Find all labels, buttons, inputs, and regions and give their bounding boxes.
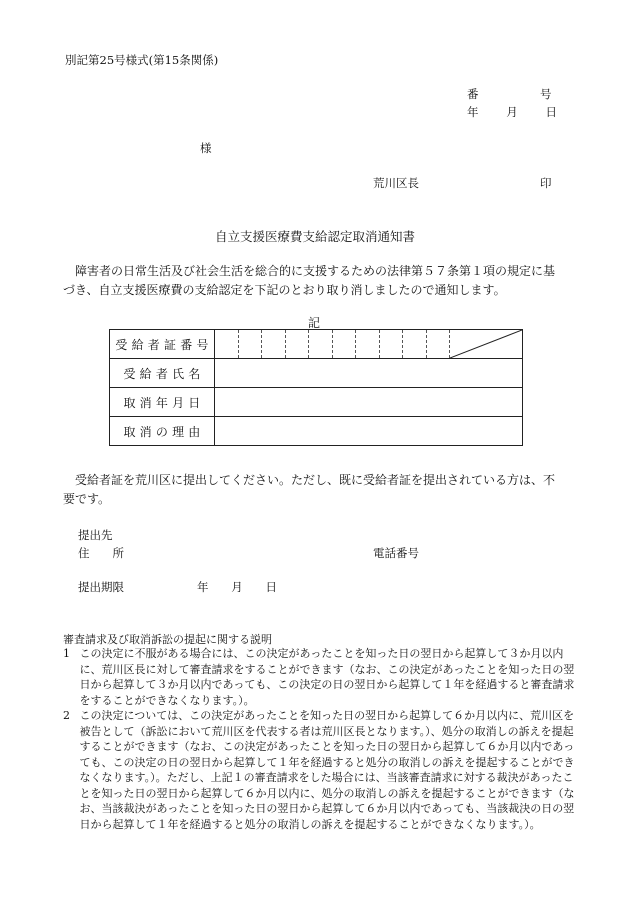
issue-date-month: 月: [506, 105, 518, 119]
ki-heading: 記: [308, 316, 321, 330]
certificate-number-cells: [215, 330, 523, 359]
address-label: 住 所: [78, 546, 124, 560]
table-row-label: 受給者証番号: [110, 330, 215, 359]
table-row: [110, 417, 523, 446]
issuer-name: 荒川区長: [373, 176, 419, 190]
intro-paragraph: 障害者の日常生活及び社会生活を総合的に支援するための法律第５７条第１項の規定に基づき、自立支援医療費の支給認定を下記のとおり取り消しましたので通知します。: [63, 264, 556, 297]
deadline-label: 提出期限: [78, 580, 124, 594]
document-title: 自立支援医療費支給認定取消通知書: [214, 229, 415, 244]
form-reference: 別記第25号様式(第15条関係): [65, 53, 219, 67]
table-row-label: 取消の理由: [110, 417, 215, 446]
number-suffix: 号: [540, 87, 552, 101]
note-text: この決定に不服がある場合には、この決定があったことを知った日の翌日から起算して３か月以内に、荒川区長に対して審査請求をすることができます（なお、この決定があったことを知った日の翌日から起算して３か月以内であっても、この決定の日の翌日から起算して１年を経過すると審査請求をすることができなくなります。）。: [79, 647, 575, 707]
note-number: 2: [63, 709, 70, 722]
digit-box: [215, 330, 239, 358]
note-number: 1: [63, 647, 70, 660]
phone-label: 電話番号: [373, 546, 419, 560]
deadline-date: [197, 579, 277, 595]
table-cell: [215, 388, 523, 417]
digit-box: [403, 330, 427, 358]
table-row-label: 取消年月日: [110, 388, 215, 417]
digit-box: [380, 330, 404, 358]
table-row: [110, 359, 523, 388]
note-text: この決定については、この決定があったことを知った日の翌日から起算して６か月以内に、荒川区を被告として（訴訟において荒川区を代表する者は荒川区長となります。）、処分の取消しの訴えを提起することができます（なお、この決定があったことを知った日の翌日から起算して６か月以内であっても、この決定の日の翌日から起算して１年を経過すると処分の取消しの訴えを提起することができなくなります。）。ただし、上記１の審査請求をした場合には、当該審査請求に対する裁決があったことを知った日の翌日から起算して６か月以内に、処分の取消しの訴えを提起することができます（なお、当該裁決があったことを知った日の翌日から起算して６か月以内であっても、当該裁決の日の翌日から起算して１年を経過すると処分の取消しの訴えを提起することができなくなります。）。: [79, 709, 575, 831]
certificate-table: [109, 329, 523, 446]
seal-mark: 印: [540, 176, 552, 190]
instruction-paragraph: 受給者証を荒川区に提出してください。ただし、既に受給者証を提出されている方は、不要です。: [63, 473, 556, 506]
digit-box: [309, 330, 333, 358]
digit-box: [333, 330, 357, 358]
issue-date-year: 年: [467, 105, 479, 119]
table-row-label: 受給者氏名: [110, 359, 215, 388]
digit-box: [239, 330, 263, 358]
diagonal-cell: [450, 330, 522, 358]
note-item: [63, 646, 580, 708]
notes-heading: 審査請求及び取消訴訟の提起に関する説明: [63, 633, 272, 646]
deadline-year: 年: [197, 580, 209, 594]
table-cell: [215, 417, 523, 446]
issue-date-day: 日: [545, 105, 557, 119]
submission-heading: 提出先: [78, 528, 113, 542]
deadline-day: 日: [265, 580, 277, 594]
table-row: [110, 388, 523, 417]
digit-box: [286, 330, 310, 358]
issue-date: [467, 104, 557, 120]
table-cell: [215, 359, 523, 388]
recipient-suffix: 様: [200, 141, 212, 155]
deadline-month: 月: [231, 580, 243, 594]
table-row: [110, 330, 523, 359]
digit-box: [427, 330, 451, 358]
digit-box: [262, 330, 286, 358]
number-label: 番: [467, 87, 479, 101]
digit-box: [356, 330, 380, 358]
note-item: [63, 708, 580, 832]
diagonal-line: [450, 330, 522, 358]
